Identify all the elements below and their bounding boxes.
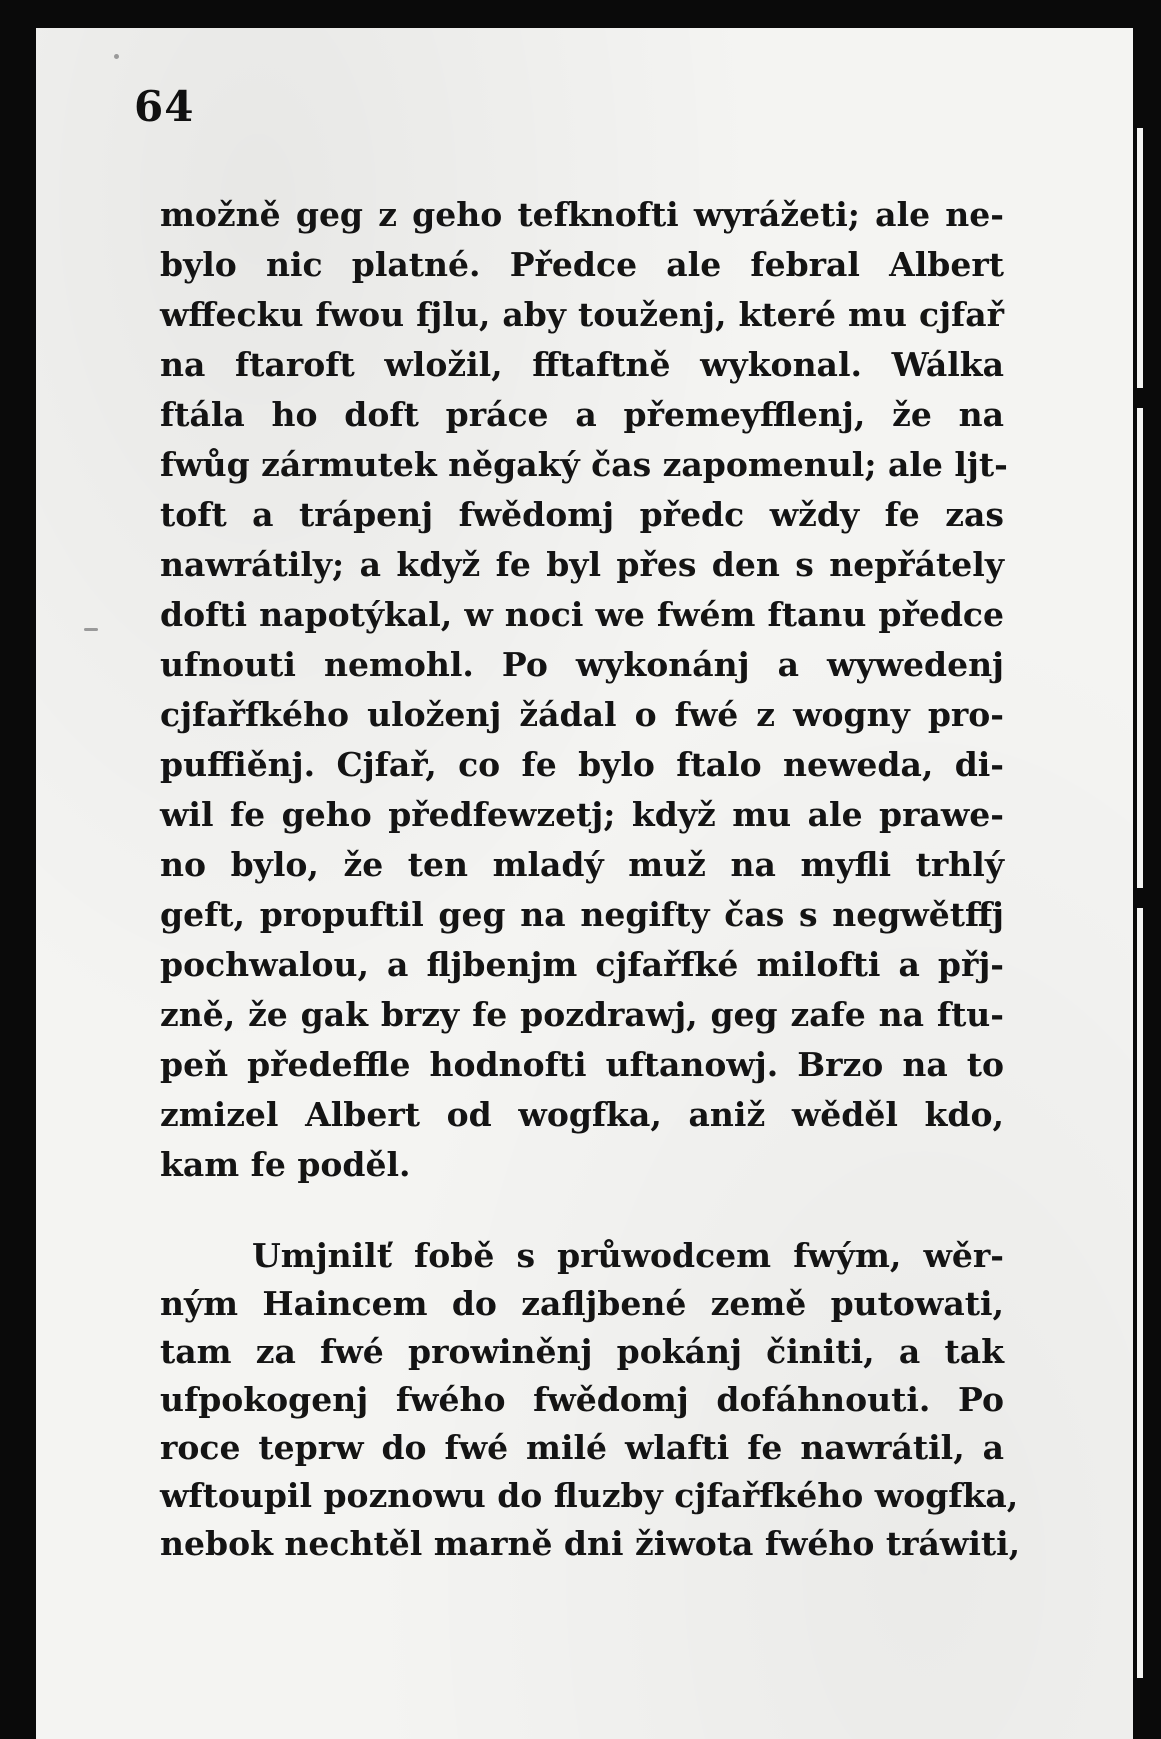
text-line: tam za fwé prowiněnj pokánj činiti, a tak — [160, 1332, 1004, 1371]
text-line: ným Haincem do zafljbené země putowati, — [160, 1284, 1004, 1323]
paragraph — [160, 190, 1008, 1190]
text-line: zně, že gak brzy fe pozdrawj, geg zafe na ftu- — [160, 995, 1004, 1034]
edge-mark — [1137, 128, 1143, 388]
edge-mark — [1137, 908, 1143, 1678]
page-number: 64 — [134, 82, 195, 131]
text-line: wftoupil poznowu do fluzby cjfařfkého wogfka, — [160, 1476, 1019, 1515]
text-line: cjfařfkého uloženj žádal o fwé z wogny pro- — [160, 695, 1004, 734]
text-line: toft a trápenj fwědomj předc wždy fe zas — [160, 495, 1004, 534]
text-line: možně geg z geho tefknofti wyrážeti; ale ne- — [160, 195, 1004, 234]
text-line: dofti napotýkal, w noci we fwém ftanu předce — [160, 595, 1004, 634]
text-line: geft, propuftil geg na negifty čas s negwětffj — [160, 895, 1004, 934]
page-edge — [1133, 28, 1161, 1739]
text-line: no bylo, že ten mladý muž na myfli trhlý — [160, 845, 1004, 884]
scan-speck — [114, 54, 119, 59]
text-line: ufpokogenj fwého fwědomj dofáhnouti. Po — [160, 1380, 1004, 1419]
text-line: nawrátily; a když fe byl přes den s nepřátely — [160, 545, 1004, 584]
text-line: puffiěnj. Cjfař, co fe bylo ftalo neweda, di- — [160, 745, 1004, 784]
text-line: na ftaroft wložil, fftaftně wykonal. Wálka — [160, 345, 1004, 384]
paragraph — [160, 1232, 1021, 1568]
edge-mark — [1137, 408, 1143, 888]
text-line: nebok nechtěl marně dni žiwota fwého tráwiti, — [160, 1524, 1021, 1563]
text-line: kam fe poděl. — [160, 1145, 411, 1184]
text-line: Umjnilť fobě s průwodcem fwým, wěr- — [252, 1236, 1004, 1275]
text-line: wil fe geho předfewzetj; když mu ale prawe- — [160, 795, 1004, 834]
scan-speck — [84, 628, 98, 631]
text-line: zmizel Albert od wogfka, aniž wěděl kdo, — [160, 1095, 1004, 1134]
text-line: fwůg zármutek něgaký čas zapomenul; ale ljt- — [160, 445, 1008, 484]
text-line: peň předeffle hodnofti uftanowj. Brzo na to — [160, 1045, 1004, 1084]
text-line: wffecku fwou fjlu, aby touženj, které mu cjfař — [160, 295, 1004, 334]
text-line: bylo nic platné. Předce ale febral Albert — [160, 245, 1004, 284]
text-line: ufnouti nemohl. Po wykonánj a wywedenj — [160, 645, 1004, 684]
text-line: ftála ho doft práce a přemeyfflenj, že na — [160, 395, 1004, 434]
text-line: pochwalou, a fljbenjm cjfařfké milofti a přj- — [160, 945, 1004, 984]
text-line: roce teprw do fwé milé wlafti fe nawrátil, a — [160, 1428, 1004, 1467]
